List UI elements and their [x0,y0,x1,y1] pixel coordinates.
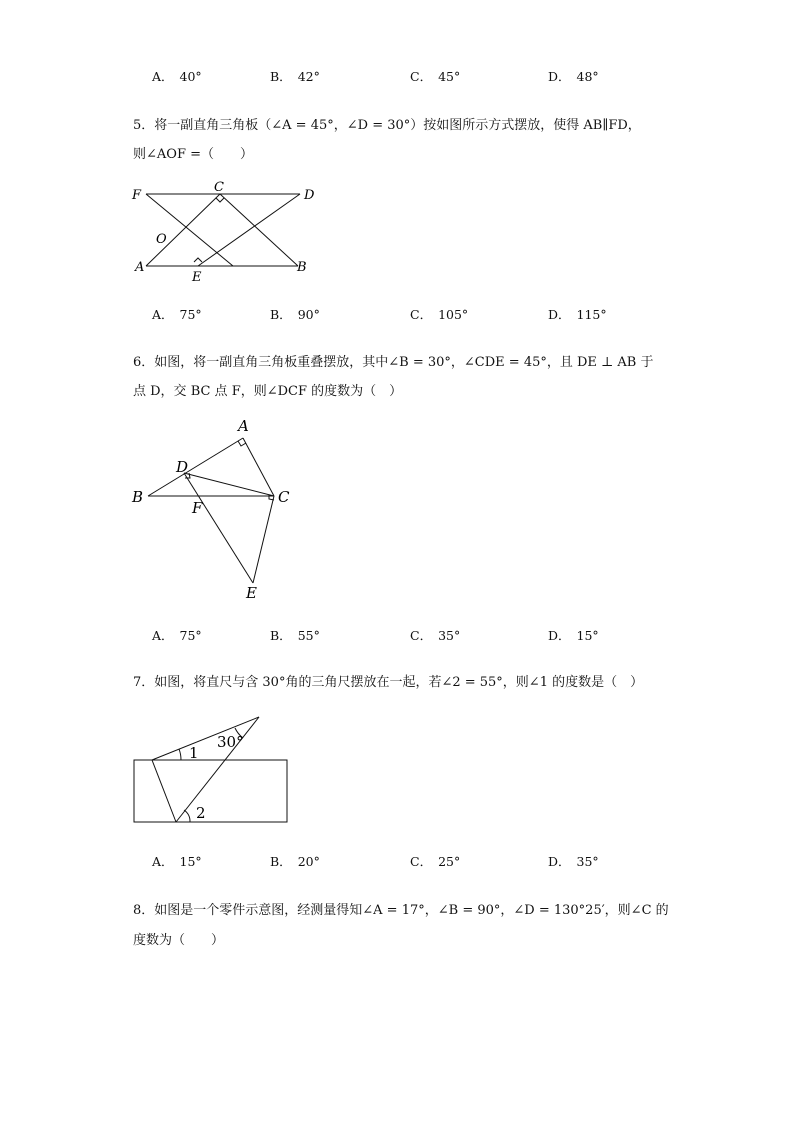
q6-options [152,626,712,644]
q5-figure [128,180,328,285]
q7-options [152,852,712,870]
q5-label-c: C [214,180,224,195]
q4-option-b[interactable]: B． 42° [270,69,320,84]
q6-option-c[interactable]: C． 35° [410,628,461,643]
q7-option-d[interactable]: D． 35° [548,854,599,869]
q5-option-c[interactable]: C． 105° [410,307,469,322]
q5-options [152,305,712,323]
q4-option-a[interactable]: A． 40° [152,69,202,84]
q7-option-c[interactable]: C． 25° [410,854,461,869]
q5-label-d: D [304,188,315,203]
q7-option-b[interactable]: B． 20° [270,854,320,869]
q8-question-line1: 8．如图是一个零件示意图，经测量得知∠A = 17°，∠B = 90°，∠D = 130°25′，则∠C 的 [133,903,669,918]
q7-label-angle1: 1 [189,744,199,762]
q5-label-b: B [297,260,307,275]
q6-label-e: E [246,584,257,602]
q5-label-a: A [135,260,145,275]
q7-label-angle2: 2 [196,804,206,822]
q7-option-a[interactable]: A． 15° [152,854,202,869]
q6-label-f: F [192,499,203,517]
q6-question-line2: 点 D，交 BC 点 F，则∠DCF 的度数为（ ） [133,384,403,399]
q8-question-line2: 度数为（ ） [133,933,225,948]
q5-option-b[interactable]: B． 90° [270,307,320,322]
q6-option-b[interactable]: B． 55° [270,628,320,643]
q4-option-d[interactable]: D． 48° [548,69,599,84]
q6-label-c: C [278,488,290,506]
q6-label-a: A [238,417,249,435]
q7-question-line1: 7．如图，将直尺与含 30°角的三角尺摆放在一起，若∠2 = 55°，则∠1 的度数是（ ） [133,675,644,690]
q5-question-line1: 5．将一副直角三角板（∠A = 45°，∠D = 30°）按如图所示方式摆放，使得 AB∥FD， [133,118,641,133]
q5-label-f: F [132,188,142,203]
q7-label-30deg: 30° [217,733,244,751]
q6-option-a[interactable]: A． 75° [152,628,202,643]
q6-label-d: D [176,458,189,476]
q5-option-a[interactable]: A． 75° [152,307,202,322]
q5-option-d[interactable]: D． 115° [548,307,607,322]
q5-label-e: E [192,270,202,285]
q6-figure [128,415,308,605]
q4-options [152,67,712,85]
q5-question-line2: 则∠AOF =（ ） [133,147,253,162]
q6-option-d[interactable]: D． 15° [548,628,599,643]
q5-label-o: O [156,232,167,247]
q6-question-line1: 6．如图，将一副直角三角板重叠摆放，其中∠B = 30°，∠CDE = 45°，且 DE ⊥ AB 于 [133,355,654,370]
q4-option-c[interactable]: C． 45° [410,69,461,84]
q7-figure [128,710,298,830]
q6-label-b: B [132,488,144,506]
